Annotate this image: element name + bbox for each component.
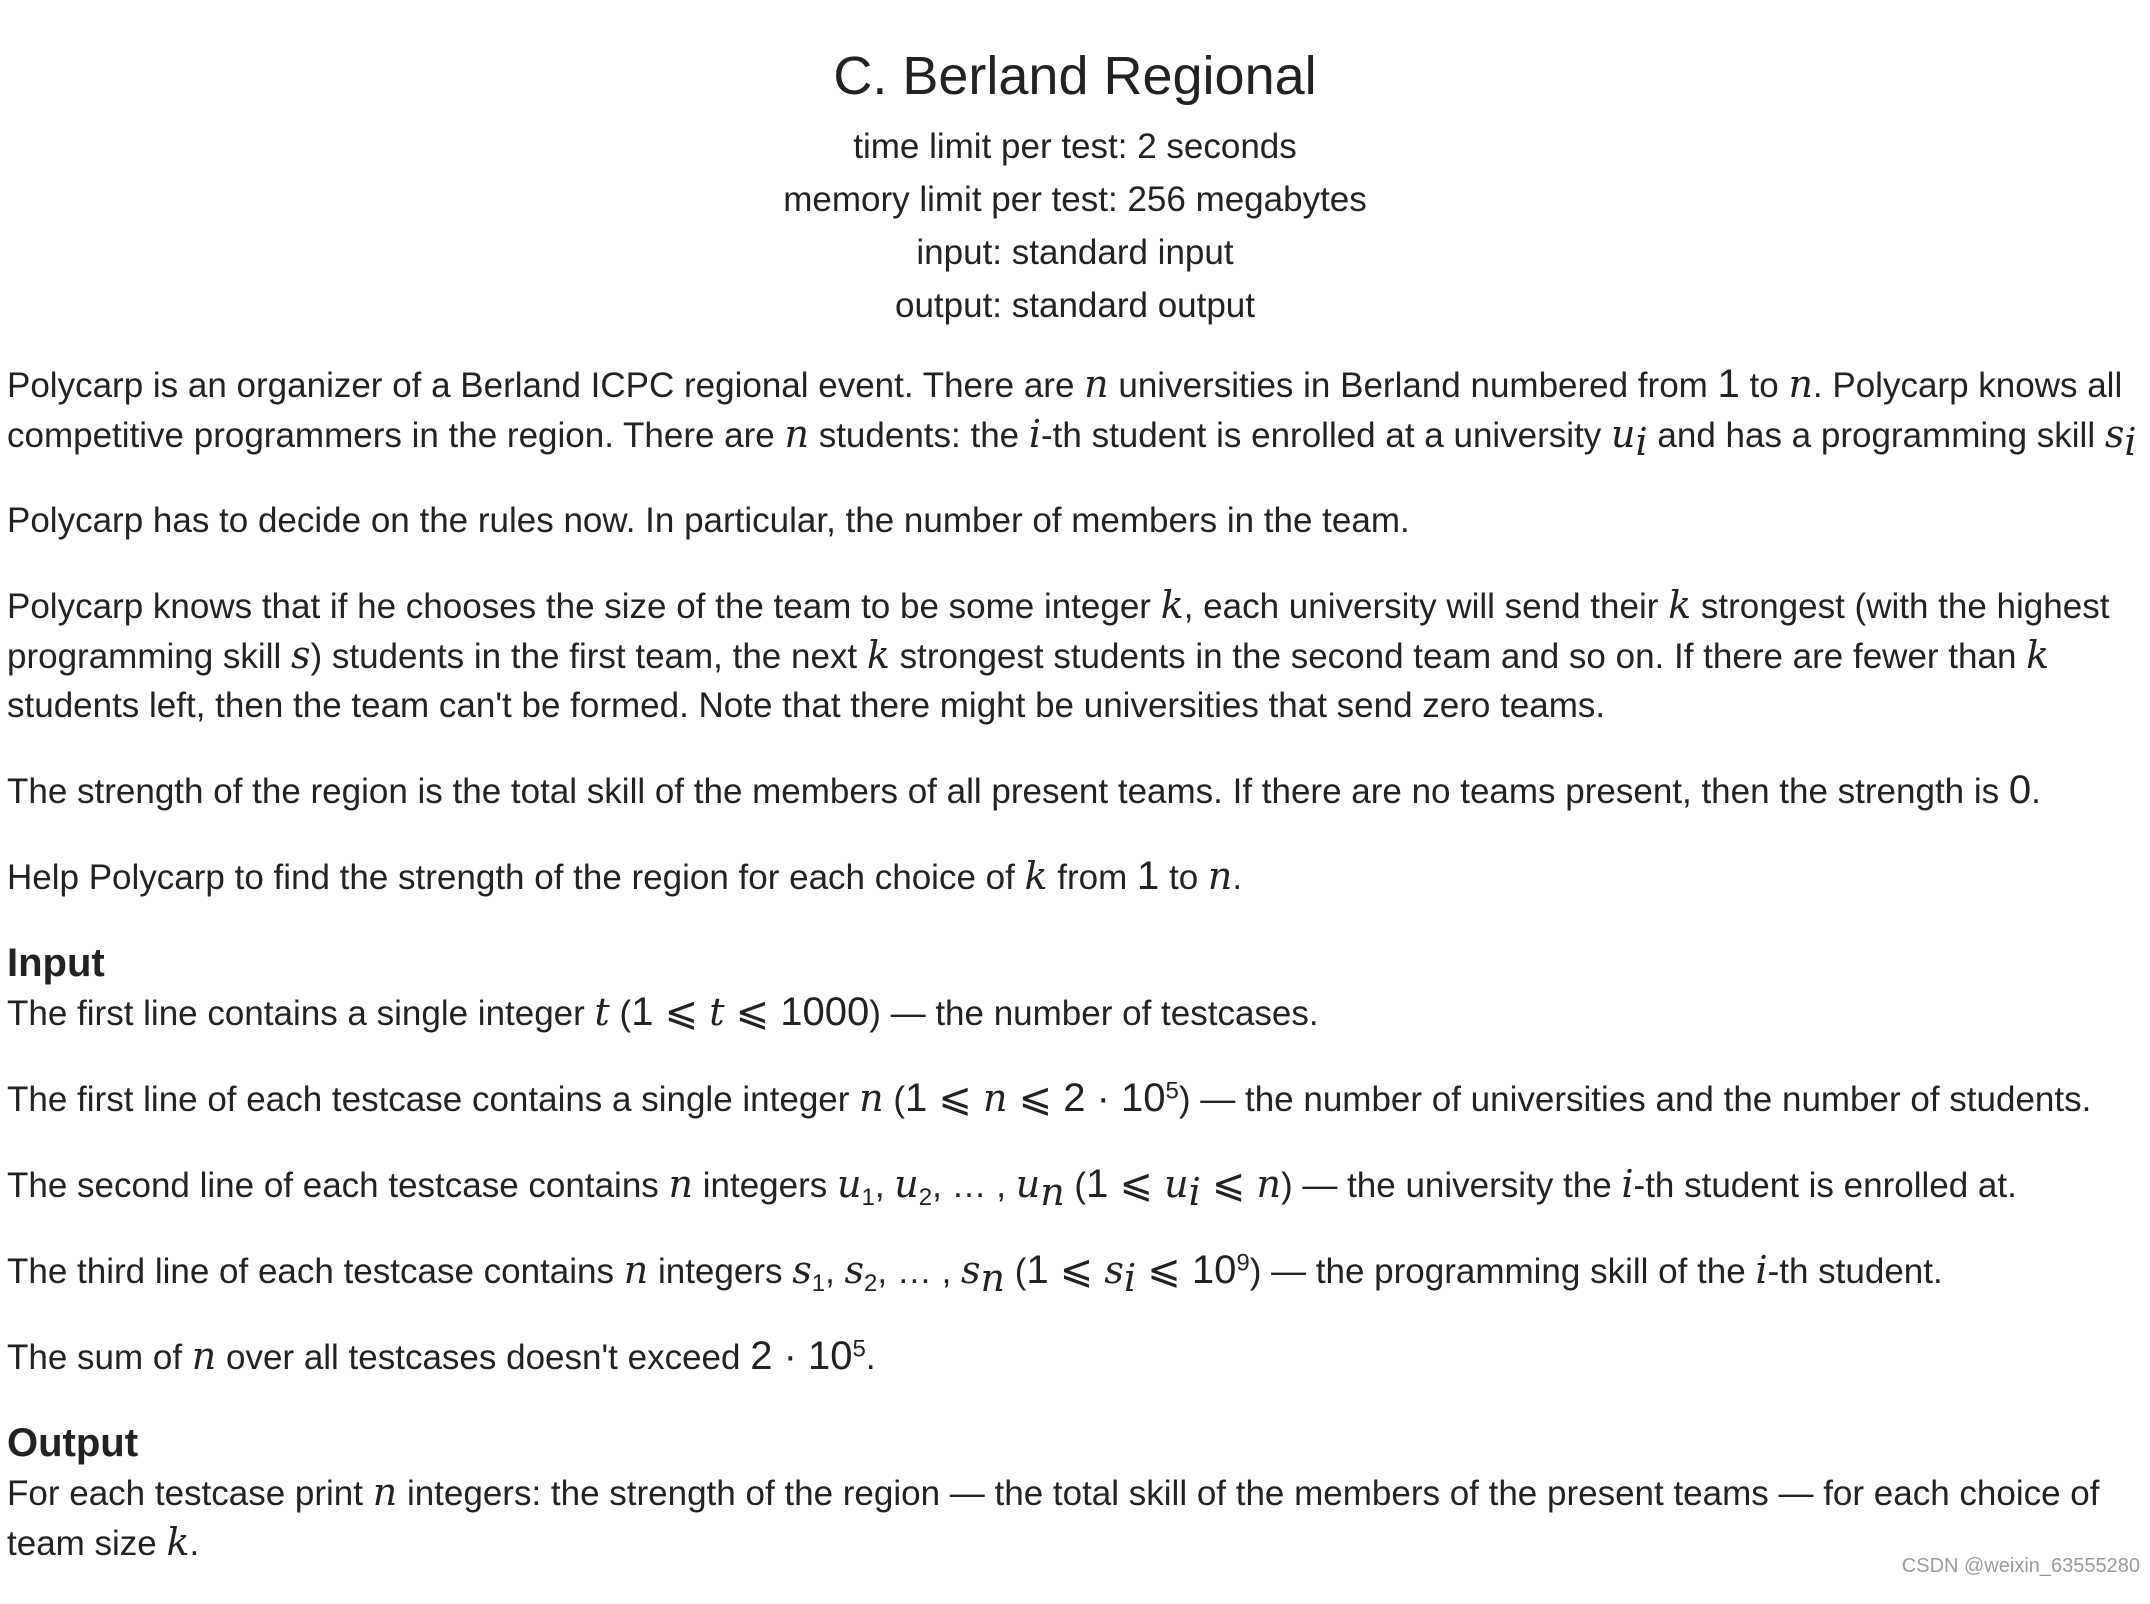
problem-statement [7,0,2143,1604]
time-limit: time limit per test: 2 seconds [853,127,1297,166]
input-line-2: The first line of each testcase contains a single integer n (1 ⩽ n ⩽ $2 \cdot 10^5$) — the number of universities and the number of students. [7,1076,2092,1120]
input-line-1: The first line contains a single integer t (1 ⩽ t ⩽ 1000) — the number of testcases. [7,990,1319,1034]
legend-paragraph-2: Polycarp has to decide on the rules now. In particular, the number of members in the team. [7,501,1410,540]
input-specification [7,938,2143,1382]
problem-title: C. Berland Regional [833,46,1317,106]
legend-section [7,360,2143,902]
legend-paragraph-5: Help Polycarp to find the strength of the region for each choice of k from 1 to n. [7,854,1243,898]
output-line-1: For each testcase print n integers: the strength of the region — the total skill of the members of the present teams — for each choice of team size k. [7,1470,2100,1564]
input-file: input: standard input [916,233,1234,272]
output-specification [7,1418,2143,1568]
input-line-3: The second line of each testcase contains n integers $u_1$, $u_2$, … , $u_n$ (1 ⩽ $u_i$ ⩽ n) — the university the i-th student is enrolled at. [7,1162,2017,1214]
output-file: output: standard output [895,286,1255,325]
legend-paragraph-3: Polycarp knows that if he chooses the size of the team to be some integer k, each university will send their k strongest (with the highest programming skill s) students in the first team, the next k strongest students in the second team and so on. If there are fewer than k students left, then the team can't be formed. Note that there might be universities that send zero teams. [7,583,2110,725]
legend-paragraph-1: Polycarp is an organizer of a Berland ICPC regional event. There are n universities in Berland numbered from 1 to n. Polycarp knows all competitive programmers in the region. There are n students: the i-th student is enrolled at a university $u_i$ and has a programming skill $s_i$ [7,362,2137,464]
legend-paragraph-4: The strength of the region is the total skill of the members of all present teams. If there are no teams present, then the strength is 0. [7,768,2041,812]
watermark: CSDN @weixin_63555280 [1901,1555,2140,1577]
output-heading: Output [7,1421,139,1465]
problem-header [0,0,2150,332]
input-line-4: The third line of each testcase contains n integers $s_1$, $s_2$, … , $s_n$ (1 ⩽ $s_i$ ⩽ $10^9$) — the programming skill of the i-th student. [7,1248,1943,1300]
input-line-5: The sum of n over all testcases doesn't exceed $2 \cdot 10^5$. [7,1334,876,1378]
input-heading: Input [7,941,105,985]
memory-limit: memory limit per test: 256 megabytes [783,180,1367,219]
